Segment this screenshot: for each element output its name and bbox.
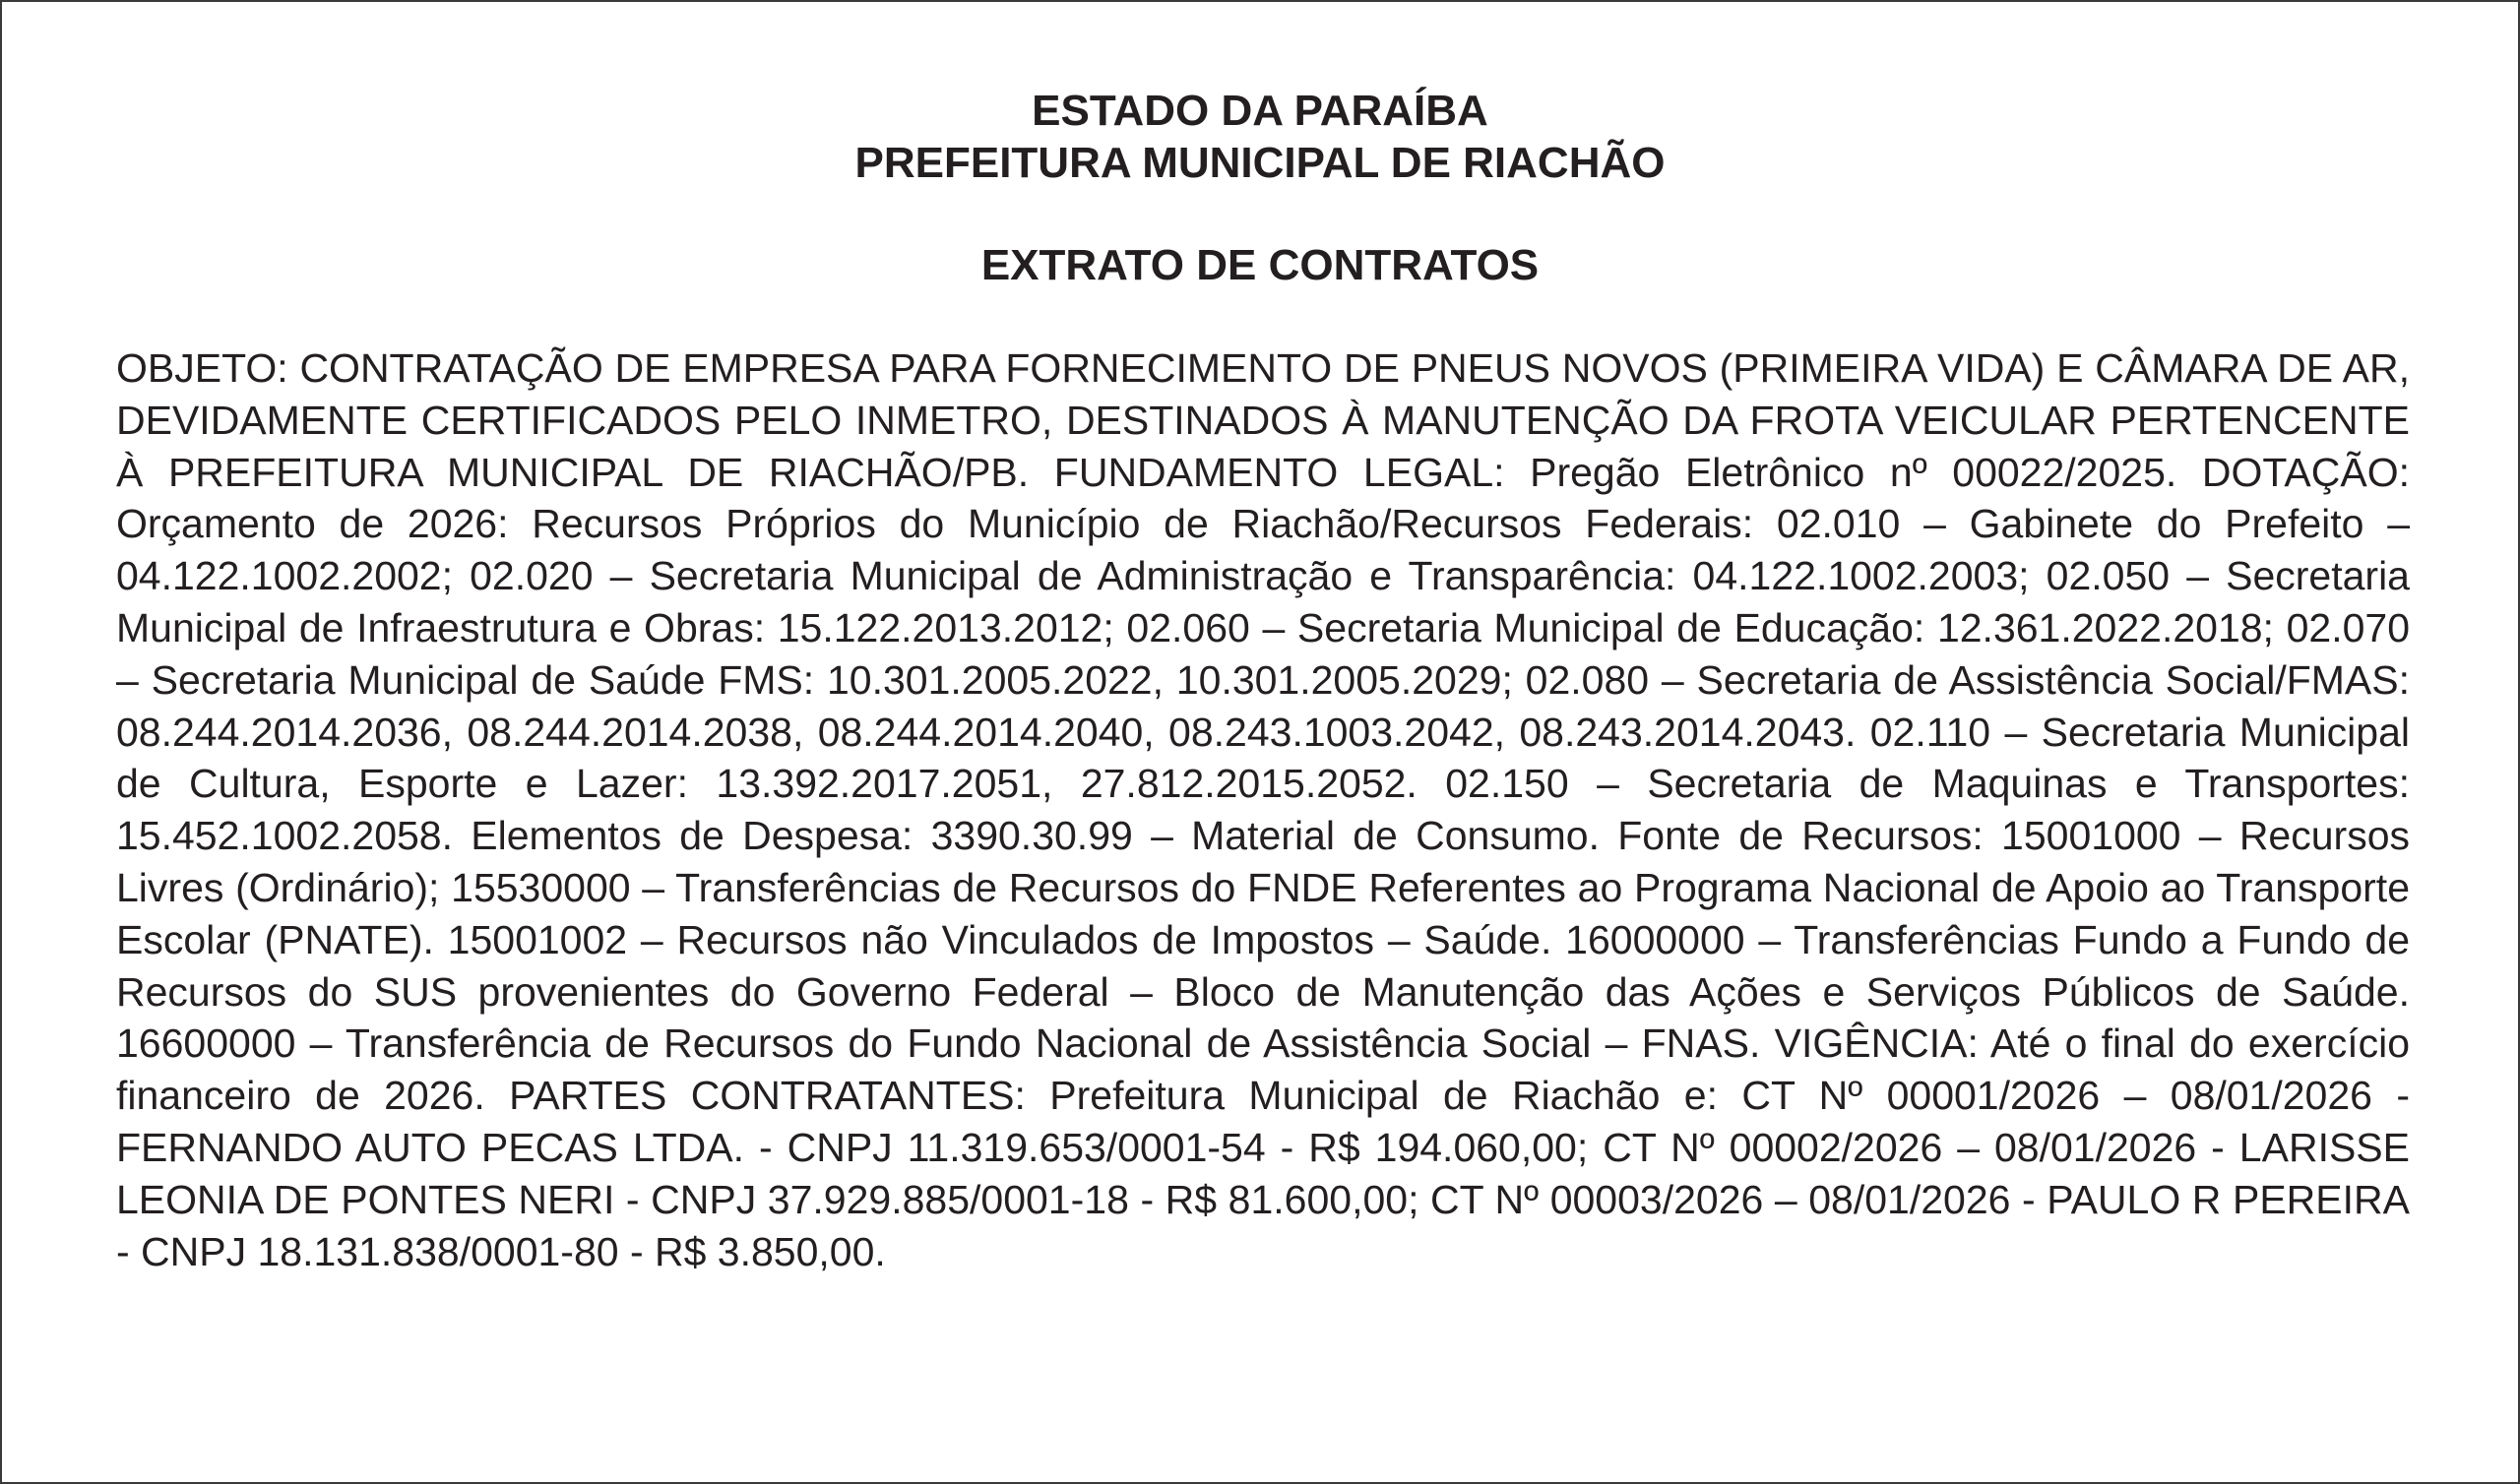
document-title: EXTRATO DE CONTRATOS — [980, 241, 1540, 289]
contract-extract-body: OBJETO: CONTRATAÇÃO DE EMPRESA PARA FORNECIMENTO DE PNEUS NOVOS (PRIMEIRA VIDA) E CÂMARA DE AR, DEVIDAMENTE CERTIFICADOS PELO INMETRO, DESTINADOS À MANUTENÇÃO DA FROTA VEICULAR PERTENCENTE À PREFEITURA MUNICIPAL DE RIACHÃO/PB. FUNDAMENTO LEGAL: Pregão Eletrônico nº 00022/2025. DOTAÇÃO: Orçamento de 2026: Recursos Próprios do Município de Riachão/Recursos Federais: 02.010 – Gabinete do Prefeito – 04.122.1002.2002; 02.020 – Secretaria Municipal de Administração e Transparência: 04.122.1002.2003; 02.050 – Secretaria Municipal de Infraestrutura e Obras: 15.122.2013.2012; 02.060 – Secretaria Municipal de Educação: 12.361.2022.2018; 02.070 – Secretaria Municipal de Saúde FMS: 10.301.2005.2022, 10.301.2005.2029; 02.080 – Secretaria de Assistência Social/FMAS: 08.244.2014.2036, 08.244.2014.2038, 08.244.2014.2040, 08.243.1003.2042, 08.243.2014.2043. 02.110 – Secretaria Municipal de Cultura, Esporte e Lazer: 13.392.2017.2051, 27.812.2015.2052. 02.150 – Secretaria de Maquinas e Transportes: 15.452.1002.2058. Elementos de Despesa: 3390.30.99 – Material de Consumo. Fonte de Recursos: 15001000 – Recursos Livres (Ordinário); 15530000 – Transferências de Recursos do FNDE Referentes ao Programa Nacional de Apoio ao Transporte Escolar (PNATE). 15001002 – Recursos não Vinculados de Impostos – Saúde. 16000000 – Transferências Fundo a Fundo de Recursos do SUS provenientes do Governo Federal – Bloco de Manutenção das Ações e Serviços Públicos de Saúde. 16600000 – Transferência de Recursos do Fundo Nacional de Assistência Social – FNAS. VIGÊNCIA: Até o final do exercício financeiro de 2026. PARTES CONTRATANTES: Prefeitura Municipal de Riachão e: CT Nº 00001/2026 – 08/01/2026 - FERNANDO AUTO PECAS LTDA. - CNPJ 11.319.653/0001-54 - R$ 194.060,00; CT Nº 00002/2026 – 08/01/2026 - LARISSE LEONIA DE PONTES NERI - CNPJ 37.929.885/0001-18 - R$ 81.600,00; CT Nº 00003/2026 – 08/01/2026 - PAULO R PEREIRA - CNPJ 18.131.838/0001-80 - R$ 3.850,00. — [116, 345, 2410, 1274]
state-heading: ESTADO DA PARAÍBA — [1032, 87, 1488, 135]
municipality-heading: PREFEITURA MUNICIPAL DE RIACHÃO — [854, 139, 1666, 187]
